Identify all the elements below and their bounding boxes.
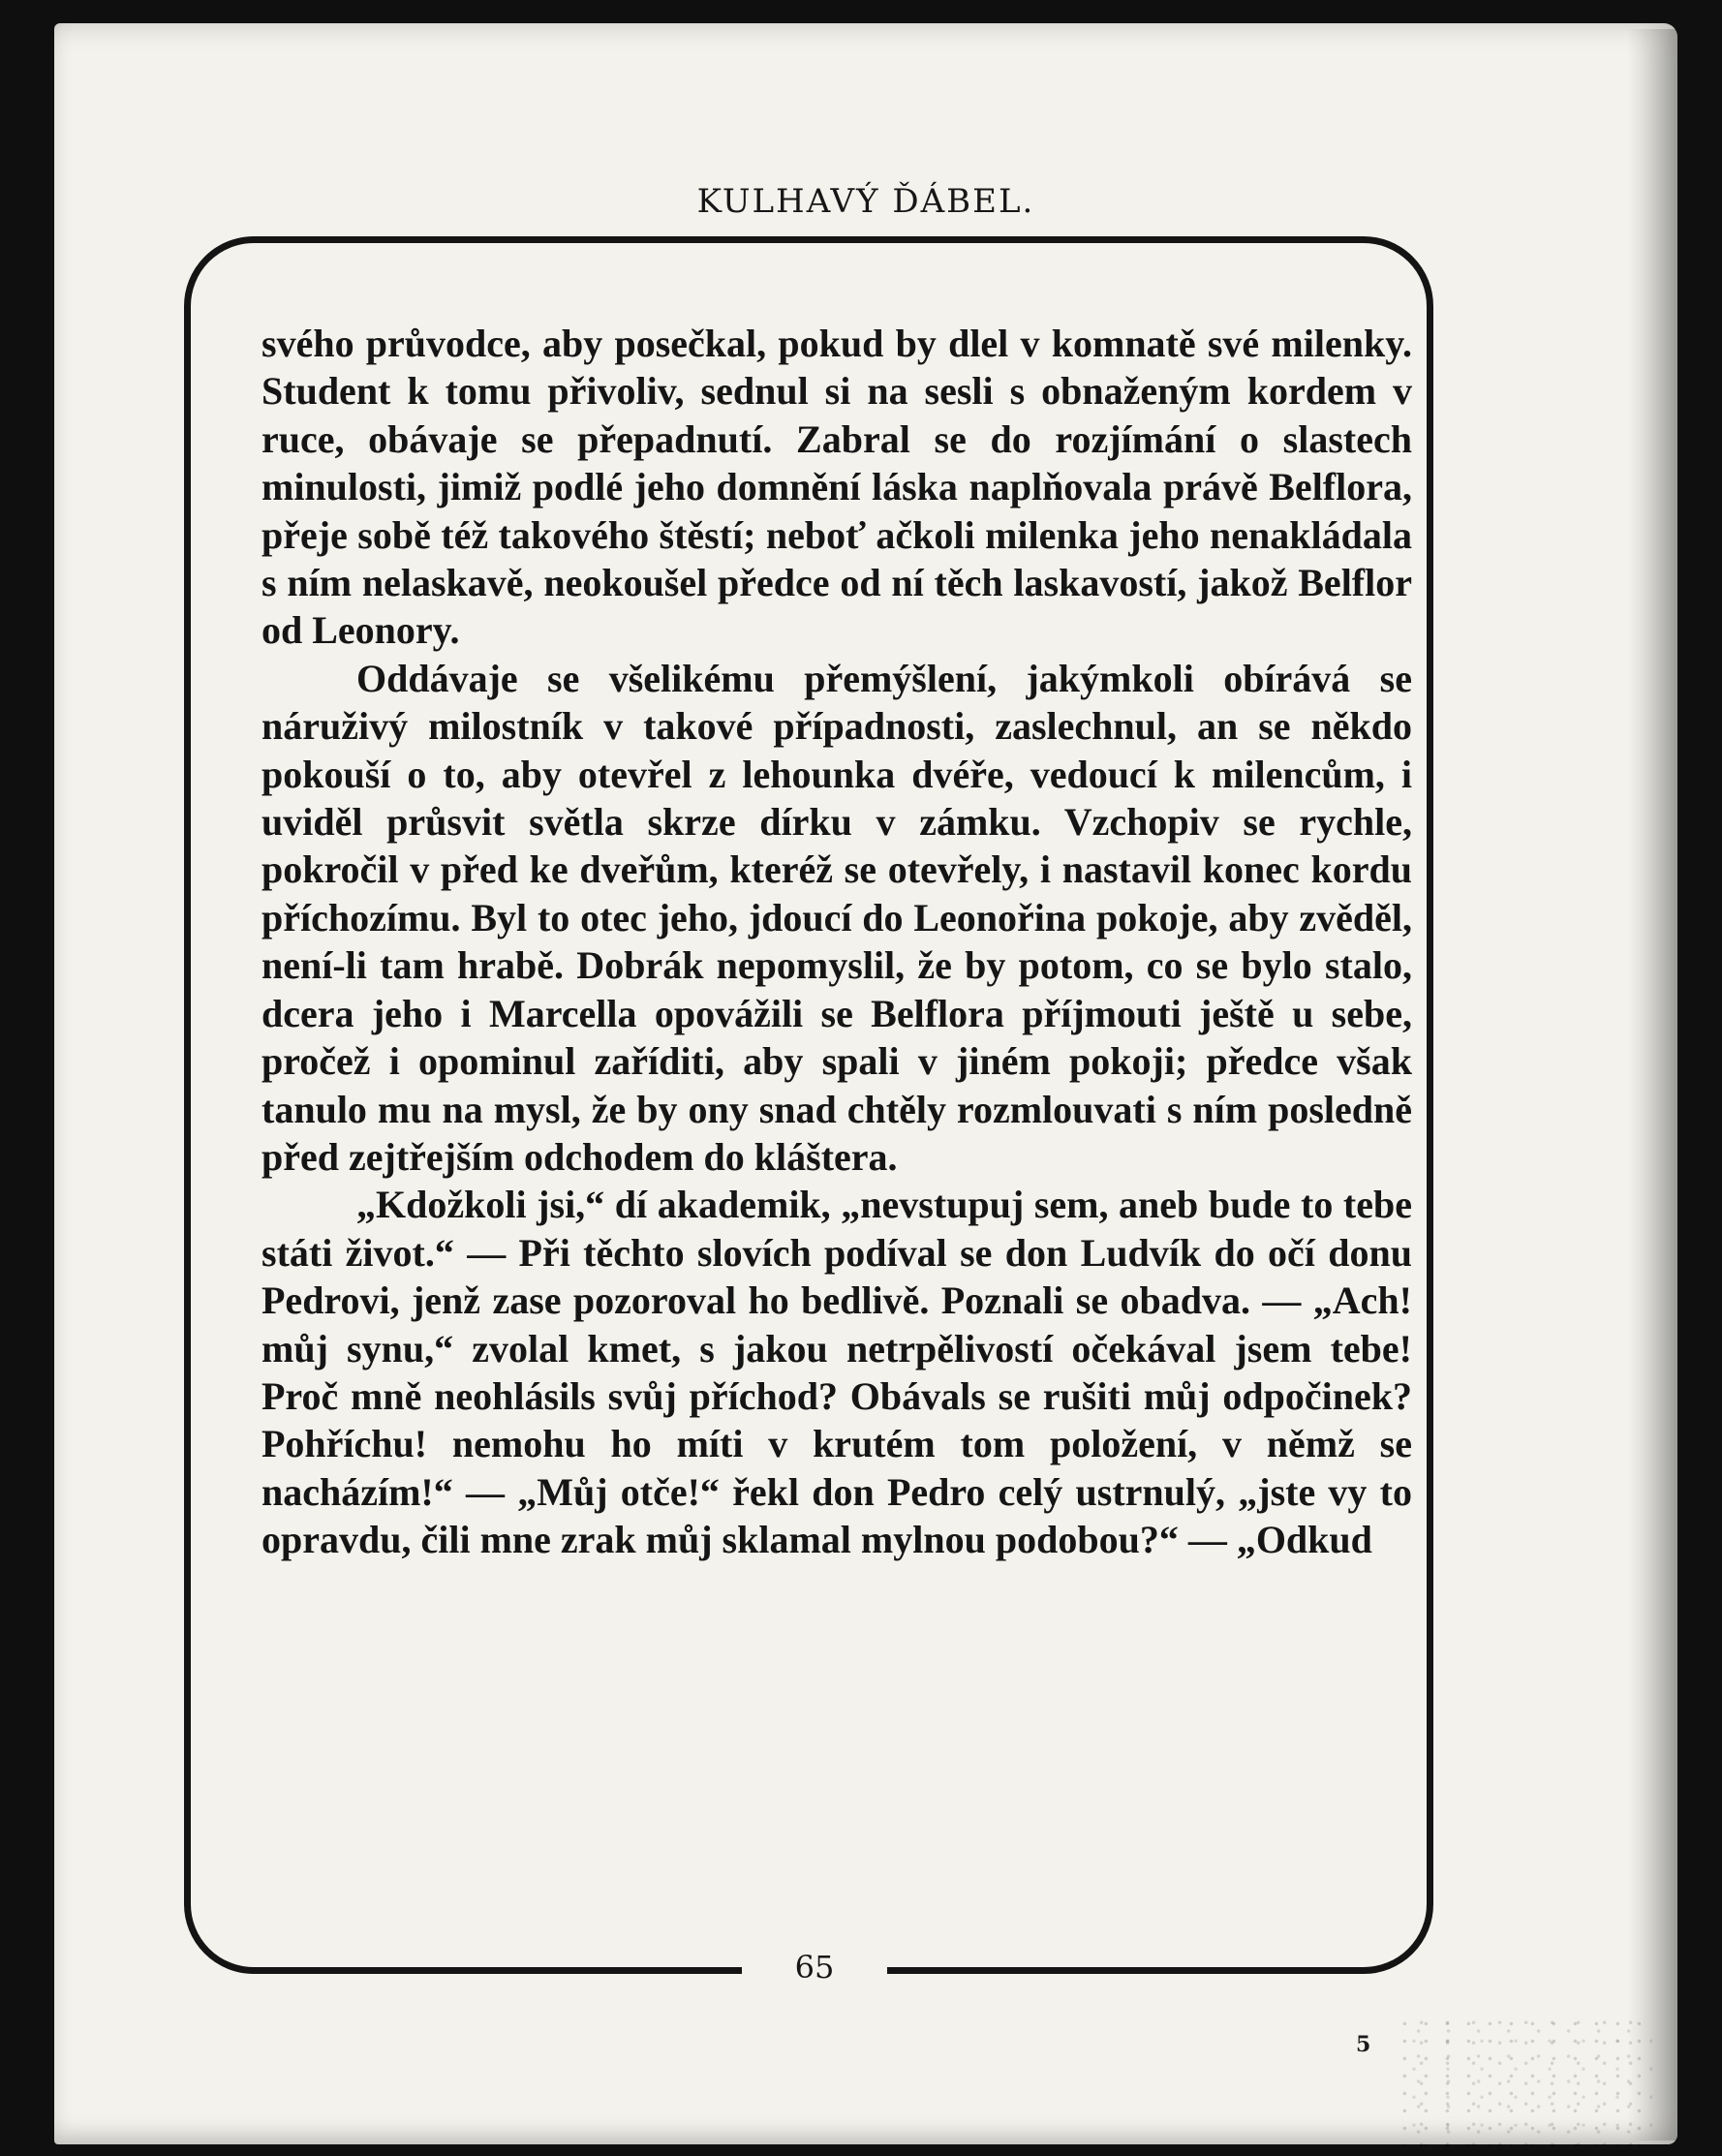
- paragraph: „Kdožkoli jsi,“ dí akademik, „nevstupuj sem, aneb bude to tebe státi život.“ — Při těchto slovích podíval se don Ludvík do očí donu Pedrovi, jenž zase pozoroval ho bedlivě. Poznali se obadva. — „Ach! můj synu,“ zvolal kmet, s jakou netrpělivostí očekával jsem tebe! Proč mně neohlásils svůj příchod? Obávals se rušiti můj odpočinek? Pohříchu! nemohu ho míti v krutém tom položení, v němž se nacházím!“ — „Můj otče!“ řekl don Pedro celý ustrnulý, „jste vy to opravdu, čili mne zrak můj sklamal mylnou podobou?“ — „Odkud: [261, 1183, 1412, 1562]
- printer-signature-mark: 5: [1356, 2032, 1371, 2057]
- paragraph-continuation: svého průvodce, aby posečkal, pokud by dlel v komnatě své milenky. Student k tomu přivoliv, sednul si na sesli s obnaženým kordem v ruce, obávaje se přepadnutí. Zabral se do rozjímání o slastech minulosti, jimiž podlé jeho domnění láska naplňovala právě Belflora, přeje sobě též takového štěstí; neboť ačkoli milenka jeho nenakládala s ním nelaskavě, neokoušel předce od ní těch laskavostí, jakož Belflor od Leonory.: [261, 322, 1412, 653]
- running-head: KULHAVÝ ĎÁBEL.: [696, 182, 1035, 221]
- paragraph: Oddávaje se všelikému přemýšlení, jakýmkoli obírává se náruživý milostník v takové případnosti, zaslechnul, an se někdo pokouší o to, aby otevřel z lehounka dvéře, vedoucí k milencům, i uviděl průsvit světla skrze dírku v zámku. Vzchopiv se rychle, pokročil v před ke dveřům, kteréž se otevřely, i nastavil konec kordu příchozímu. Byl to otec jeho, jdoucí do Leonořina pokoje, aby zvěděl, není-li tam hrabě. Dobrák nepomyslil, že by potom, co se bylo stalo, dcera jeho i Marcella opovážili se Belflora příjmouti ještě u sebe, pročež i opominul zaříditi, aby spali v jiném pokoji; předce však tanulo mu na mysl, že by ony snad chtěly rozmlouvati s ním posledně před zejtřejším odchodem do kláštera.: [261, 656, 1412, 1179]
- paper-specks: [1400, 2018, 1652, 2154]
- book-page: [54, 23, 1677, 2144]
- page-number: 65: [794, 1949, 835, 1986]
- body-text: [261, 320, 1412, 1564]
